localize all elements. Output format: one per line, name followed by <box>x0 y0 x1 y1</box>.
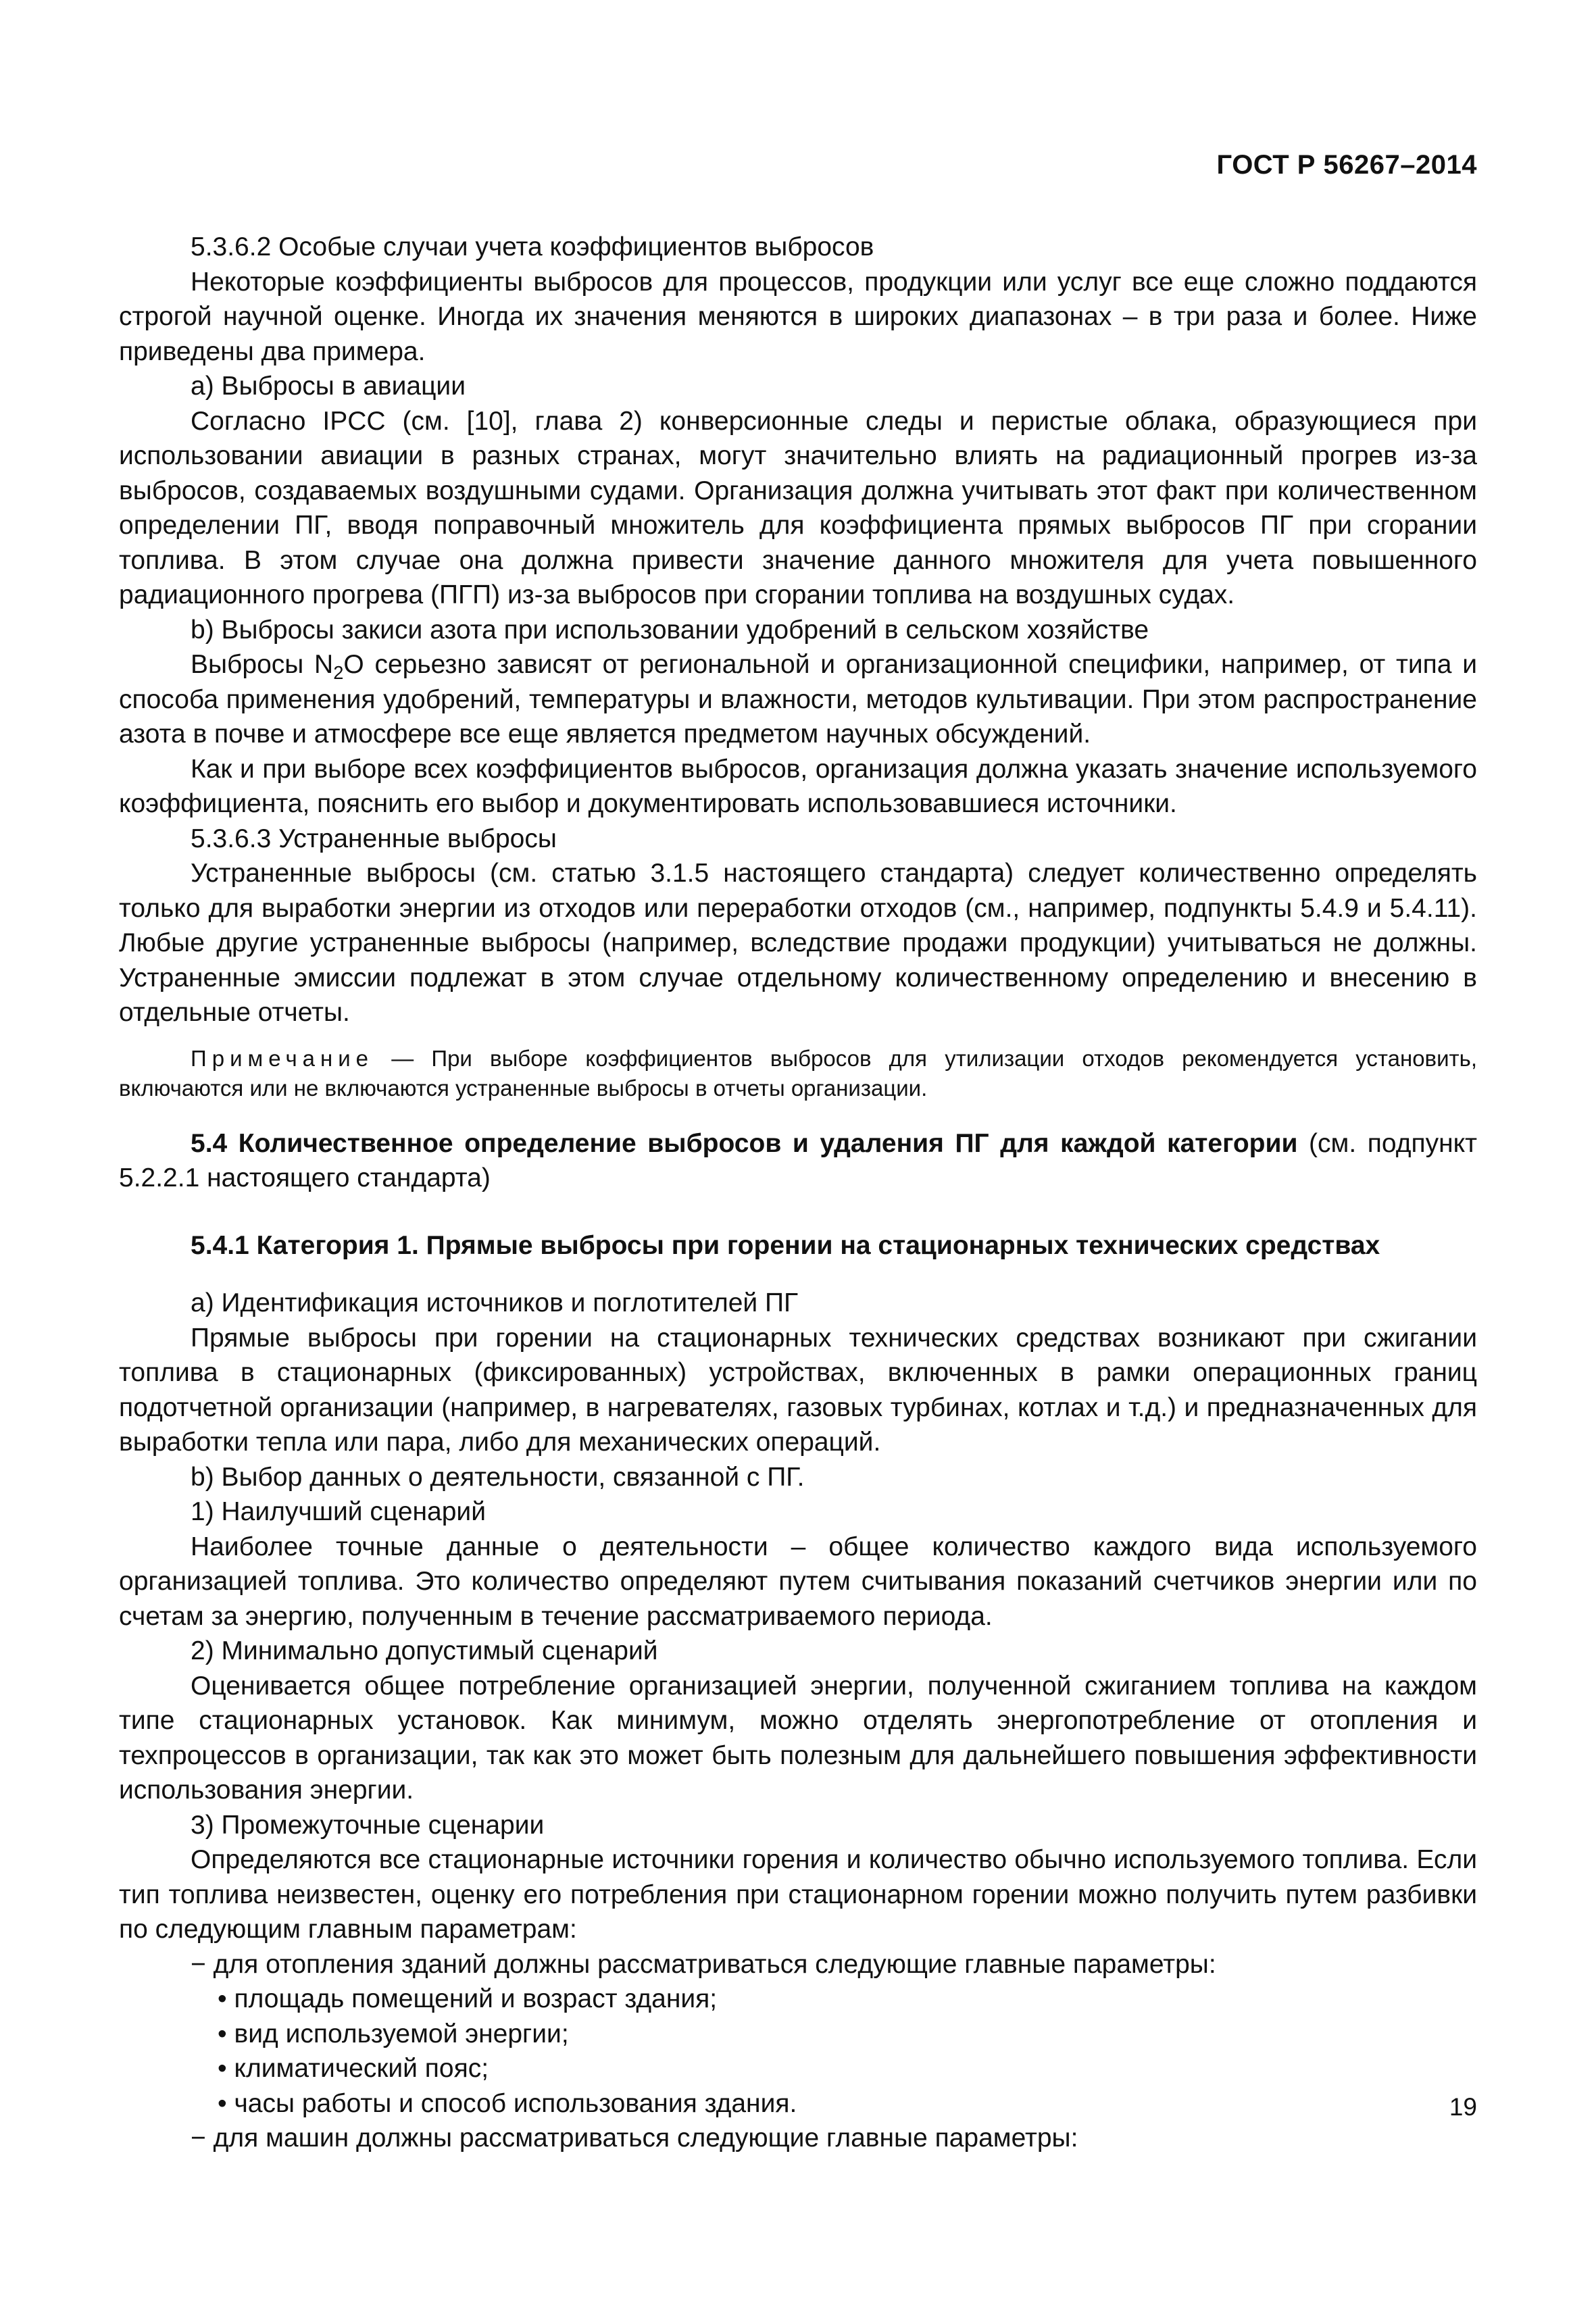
scenario-1-title: 1) Наилучший сценарий <box>191 1497 486 1526</box>
paragraph: Определяются все стационарные источники горения и количество обычно используемого топлива. Если тип топлива неизвестен, оценку его потребления при стационарном горении можно получить путем разбивки по следующим главным параметрам: <box>119 1845 1477 1944</box>
paragraph: Некоторые коэффициенты выбросов для процессов, продукции или услуг все еще сложно поддаются строгой научной оценке. Иногда их значения меняются в широких диапазонах – в три раза и более. Ниже приведены два примера. <box>119 267 1477 366</box>
list-item-b-data-selection: b) Выбор данных о деятельности, связанной с ПГ. <box>191 1462 805 1492</box>
subsection-title-5-3-6-2: 5.3.6.2 Особые случаи учета коэффициентов выбросов <box>191 232 874 261</box>
dash-item-buildings: − для отопления зданий должны рассматриваться следующие главные параметры: <box>191 1949 1216 1979</box>
document-body <box>119 230 1477 2156</box>
note <box>119 1044 1477 1103</box>
text-fragment: Выбросы N <box>191 650 334 679</box>
paragraph: Как и при выборе всех коэффициентов выбросов, организация должна указать значение используемого коэффициента, пояснить его выбор и документировать использовавшиеся источники. <box>119 754 1477 818</box>
section-heading-bold: 5.4 Количественное определение выбросов и удаления ПГ для каждой категории <box>191 1128 1298 1158</box>
paragraph-n2o <box>119 647 1477 752</box>
paragraph: Наиболее точные данные о деятельности – общее количество каждого вида используемого организацией топлива. Это количество определяют путем считывания показаний счетчиков энергии или по счетам за энергию, полученным в течение рассматриваемого периода. <box>119 1532 1477 1631</box>
note-text: — При выборе коэффициентов выбросов для утилизации отходов рекомендуется установить, включаются или не включаются устраненные выбросы в отчеты организации. <box>119 1045 1477 1101</box>
paragraph: Согласно IPCC (см. [10], глава 2) конверсионные следы и перистые облака, образующиеся при использовании авиации в разных странах, могут значительно влиять на радиационный прогрев из-за выбросов, создаваемых воздушными судами. Организация должна учитывать этот факт при количественном определении ПГ, вводя поправочный множитель для коэффициента прямых выбросов ПГ при сгорании топлива. В этом случае она должна привести значение данного множителя для учета повышенного радиационного прогрева (ПГП) из-за выбросов при сгорании топлива на воздушных судах. <box>119 406 1477 609</box>
bullet-item: • климатический пояс; <box>218 2054 489 2083</box>
text-fragment: O серьезно зависят от региональной и организационной специфики, например, от типа и способа применения удобрений, температуры и влажности, методов культивации. При этом распространение азота в почве и атмосфере все еще является предметом научных обсуждений. <box>119 650 1477 749</box>
list-item-b-nitrous-oxide: b) Выбросы закиси азота при использовании удобрений в сельском хозяйстве <box>191 615 1149 645</box>
paragraph: Оценивается общее потребление организацией энергии, полученной сжиганием топлива на каждом типе стационарных установок. Как минимум, можно отделять энергопотребление от отопления и техпроцессов в организации, так как это может быть полезным для дальнейшего повышения эффективности использования энергии. <box>119 1671 1477 1805</box>
paragraph: Прямые выбросы при горении на стационарных технических средствах возникают при сжигании топлива в стационарных (фиксированных) устройствах, включенных в рамки операционных границ подотчетной организации (например, в нагревателях, газовых турбинах, котлах и т.д.) и предназначенных для выработки тепла или пара, либо для механических операций. <box>119 1323 1477 1457</box>
bullet-item: • вид используемой энергии; <box>218 2019 569 2048</box>
list-item-a-aviation: a) Выбросы в авиации <box>191 372 466 401</box>
page-number: 19 <box>1449 2093 1477 2121</box>
bullet-item: • часы работы и способ использования здания. <box>218 2088 797 2118</box>
section-heading-5-4-1: 5.4.1 Категория 1. Прямые выбросы при горении на стационарных технических средствах <box>191 1230 1380 1260</box>
list-item-a-identification: a) Идентификация источников и поглотителей ПГ <box>191 1288 799 1317</box>
subsection-title-5-3-6-3: 5.3.6.3 Устраненные выбросы <box>191 824 557 853</box>
subscript: 2 <box>333 661 344 683</box>
bullet-item: • площадь помещений и возраст здания; <box>218 1984 718 2013</box>
paragraph: Устраненные выбросы (см. статью 3.1.5 настоящего стандарта) следует количественно определять только для выработки энергии из отходов или переработки отходов (см., например, подпункты 5.4.9 и 5.4.11). Любые другие устраненные выбросы (например, вследствие продажи продукции) учитываться не должны. Устраненные эмиссии подлежат в этом случае отдельному количественному определению и внесению в отдельные отчеты. <box>119 859 1477 1027</box>
document-header-id: ГОСТ Р 56267–2014 <box>1216 150 1477 180</box>
scenario-3-title: 3) Промежуточные сценарии <box>191 1810 545 1840</box>
scenario-2-title: 2) Минимально допустимый сценарий <box>191 1636 658 1665</box>
section-heading-5-4 <box>119 1126 1477 1196</box>
dash-item-machines: − для машин должны рассматриваться следующие главные параметры: <box>191 2123 1078 2153</box>
section-heading-ref: (см. подпункт 5.2.2.1 настоящего стандарта) <box>119 1128 1477 1192</box>
note-label: Примечание <box>191 1045 374 1071</box>
